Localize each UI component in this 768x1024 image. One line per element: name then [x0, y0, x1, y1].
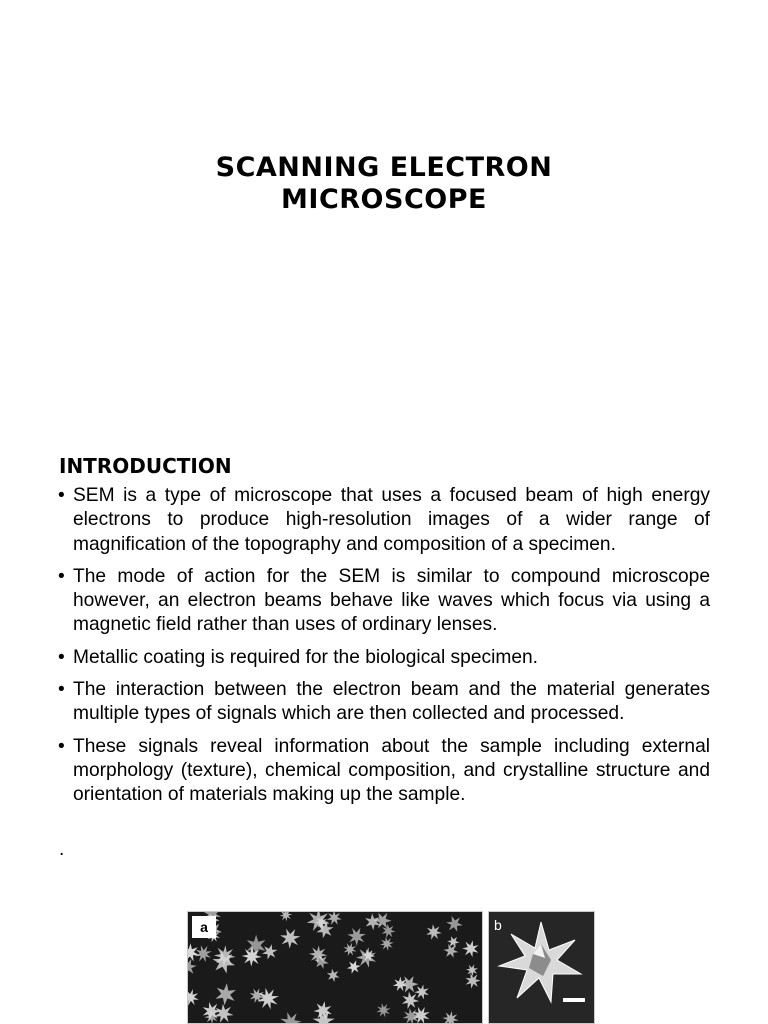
bullet-marker: • [58, 679, 65, 701]
bullet-marker: • [58, 735, 65, 757]
bullet-text: The mode of action for the SEM is similar to compound microscope however, an electron beams behave like waves which focus via using a magnetic field rather than uses of ordinary lenses. [73, 565, 710, 636]
list-item [58, 646, 710, 670]
sem-figure-panel-b [488, 911, 595, 1024]
sem-single-crystal-image [489, 912, 595, 1024]
introduction-bullet-list [58, 484, 710, 816]
scale-bar [563, 998, 585, 1002]
bullet-marker: • [58, 485, 65, 506]
bullet-text: Metallic coating is required for the biological specimen. [73, 646, 538, 668]
bullet-text: SEM is a type of microscope that uses a focused beam of high energy electrons to produce high-resolution images of a wider range of magnification of the topography and composition of a specimen. [73, 485, 710, 555]
title-line-1: SCANNING ELECTRON [215, 152, 553, 183]
bullet-marker: • [58, 565, 65, 587]
bullet-text: The interaction between the electron beam and the material generates multiple types of signals which are then collected and processed. [73, 679, 710, 725]
list-item [58, 678, 710, 727]
panel-b-label: b [494, 917, 502, 933]
list-item [58, 735, 710, 808]
list-item [58, 484, 710, 557]
title-line-2: MICROSCOPE [281, 184, 487, 215]
sem-particles-image [188, 912, 483, 1024]
bullet-text: These signals reveal information about the sample including external morphology (texture), chemical composition, and crystalline structure and orientation of materials making up the sample. [73, 735, 710, 806]
sem-figure-panel-a [187, 911, 483, 1024]
panel-a-label: a [192, 916, 216, 938]
list-item [58, 565, 710, 638]
section-heading-introduction: INTRODUCTION [59, 454, 232, 478]
trailing-period: . [59, 839, 65, 860]
bullet-marker: • [58, 646, 65, 668]
page-title [0, 152, 768, 216]
